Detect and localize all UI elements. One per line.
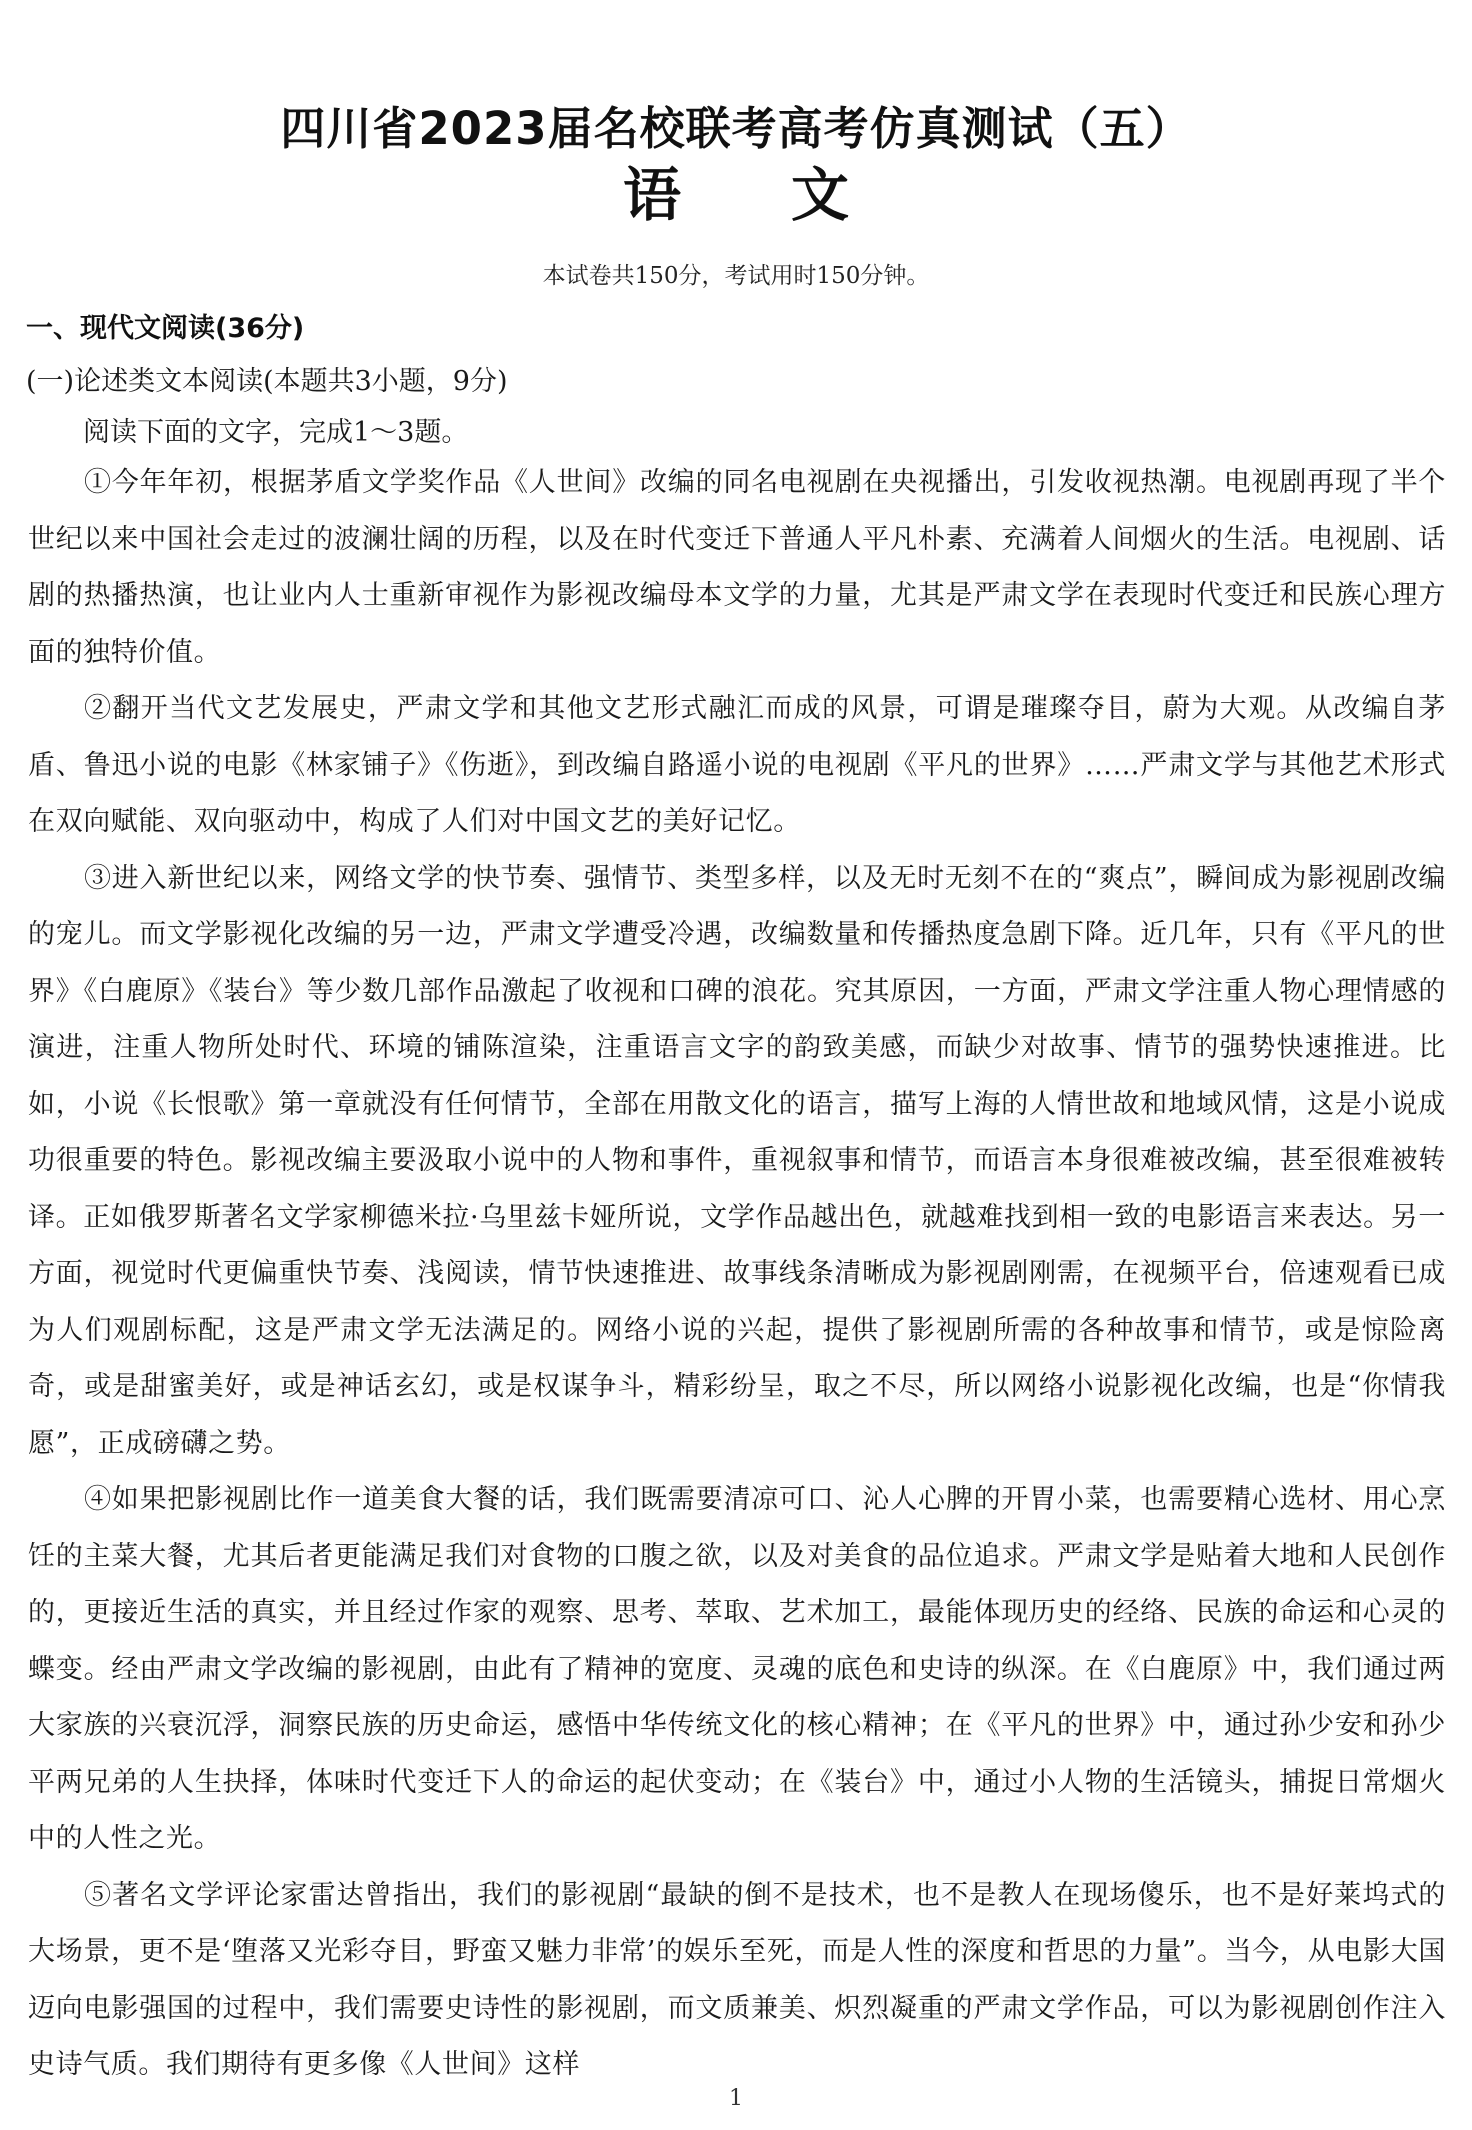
article-body	[28, 455, 1446, 2094]
subject-char-right: 文	[791, 161, 850, 229]
paragraph-5: ⑤著名文学评论家雷达曾指出，我们的影视剧“最缺的倒不是技术，也不是教人在现场傻乐，也不是好莱坞式的大场景，更不是‘堕落又光彩夺目，野蛮又魅力非常’的娱乐至死，而是人性的深度和哲思的力量”。当今，从电影大国迈向电影强国的过程中，我们需要史诗性的影视剧，而文质兼美、炽烈凝重的严肃文学作品，可以为影视剧创作注入史诗气质。我们期待有更多像《人世间》这样	[28, 1879, 1446, 2080]
section-heading: 一、现代文阅读(36分)	[26, 313, 305, 344]
page-number: 1	[729, 2086, 743, 2111]
subsection-heading: (一)论述类文本阅读(本题共3小题，9分)	[26, 366, 508, 397]
reading-instruction: 阅读下面的文字，完成1～3题。	[83, 417, 469, 448]
subject-char-left: 语	[622, 161, 681, 229]
paragraph-4: ④如果把影视剧比作一道美食大餐的话，我们既需要清凉可口、沁人心脾的开胃小菜，也需要精心选材、用心烹饪的主菜大餐，尤其后者更能满足我们对食物的口腹之欲，以及对美食的品位追求。严肃文学是贴着大地和人民创作的，更接近生活的真实，并且经过作家的观察、思考、萃取、艺术加工，最能体现历史的经络、民族的命运和心灵的蝶变。经由严肃文学改编的影视剧，由此有了精神的宽度、灵魂的底色和史诗的纵深。在《白鹿原》中，我们通过两大家族的兴衰沉浮，洞察民族的历史命运，感悟中华传统文化的核心精神；在《平凡的世界》中，通过孙少安和孙少平两兄弟的人生抉择，体味时代变迁下人的命运的起伏变动；在《装台》中，通过小人物的生活镜头，捕捉日常烟火中的人性之光。	[28, 1484, 1446, 1854]
paragraph-2: ②翻开当代文艺发展史，严肃文学和其他文艺形式融汇而成的风景，可谓是璀璨夺目，蔚为大观。从改编自茅盾、鲁迅小说的电影《林家铺子》《伤逝》，到改编自路遥小说的电视剧《平凡的世界》……严肃文学与其他艺术形式在双向赋能、双向驱动中，构成了人们对中国文艺的美好记忆。	[28, 693, 1446, 837]
exam-info: 本试卷共150分，考试用时150分钟。	[542, 263, 930, 289]
paragraph-3: ③进入新世纪以来，网络文学的快节奏、强情节、类型多样，以及无时无刻不在的“爽点”，瞬间成为影视剧改编的宠儿。而文学影视化改编的另一边，严肃文学遭受冷遇，改编数量和传播热度急剧下降。近几年，只有《平凡的世界》《白鹿原》《装台》等少数几部作品激起了收视和口碑的浪花。究其原因，一方面，严肃文学注重人物心理情感的演进，注重人物所处时代、环境的铺陈渲染，注重语言文字的韵致美感，而缺少对故事、情节的强势快速推进。比如，小说《长恨歌》第一章就没有任何情节，全部在用散文化的语言，描写上海的人情世故和地域风情，这是小说成功很重要的特色。影视改编主要汲取小说中的人物和事件，重视叙事和情节，而语言本身很难被改编，甚至很难被转译。正如俄罗斯著名文学家柳德米拉·乌里兹卡娅所说，文学作品越出色，就越难找到相一致的电影语言来表达。另一方面，视觉时代更偏重快节奏、浅阅读，情节快速推进、故事线条清晰成为影视剧刚需，在视频平台，倍速观看已成为人们观剧标配，这是严肃文学无法满足的。网络小说的兴起，提供了影视剧所需的各种故事和情节，或是惊险离奇，或是甜蜜美好，或是神话玄幻，或是权谋争斗，精彩纷呈，取之不尽，所以网络小说影视化改编，也是“你情我愿”，正成磅礴之势。	[28, 862, 1446, 1459]
paragraph-1: ①今年年初，根据茅盾文学奖作品《人世间》改编的同名电视剧在央视播出，引发收视热潮。电视剧再现了半个世纪以来中国社会走过的波澜壮阔的历程，以及在时代变迁下普通人平凡朴素、充满着人间烟火的生活。电视剧、话剧的热播热演，也让业内人士重新审视作为影视改编母本文学的力量，尤其是严肃文学在表现时代变迁和民族心理方面的独特价值。	[28, 467, 1446, 668]
exam-title: 四川省2023届名校联考高考仿真测试（五）	[280, 102, 1192, 155]
subject-title	[0, 148, 1472, 232]
